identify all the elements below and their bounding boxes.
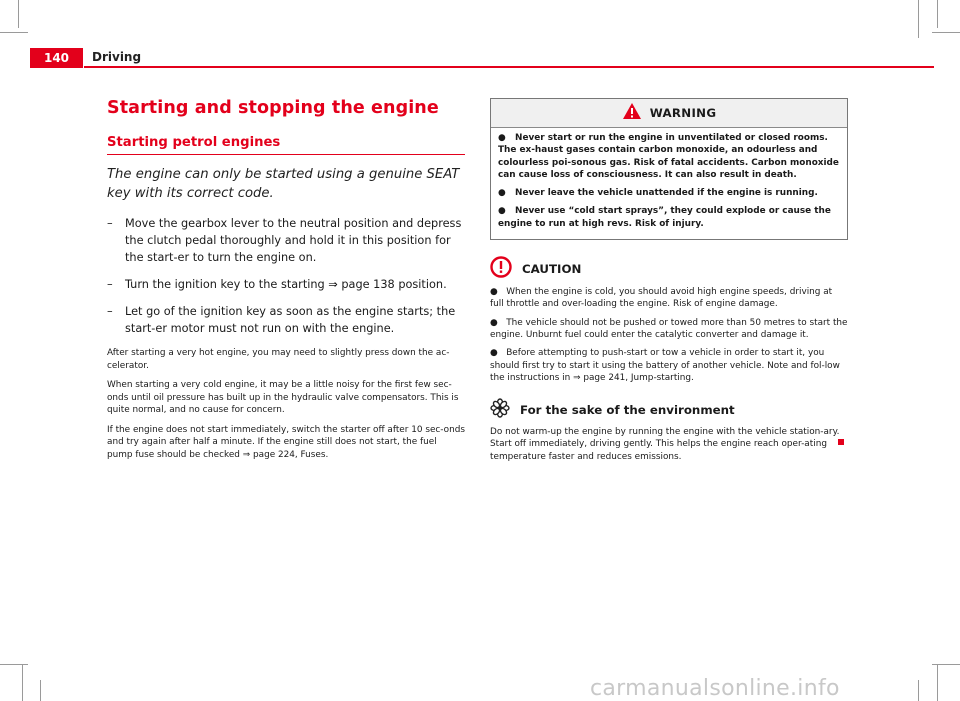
environment-text: Do not warm-up the engine by running the engine with the vehicle station-ary. Start off immediately, driving gently. This helps the engine reach oper-ating temperature faster and reduces emissions.: [490, 427, 840, 462]
header-rule: [84, 66, 934, 68]
warning-body: [491, 128, 847, 239]
crop-mark: [40, 680, 41, 701]
body-paragraph: If the engine does not start immediately, switch the starter off after 10 sec-onds and try again after half a minute. If the engine still does not start, the fuel pump fuse should be checked ⇒ page 224, Fuses.: [107, 424, 465, 460]
step-item: [107, 215, 465, 266]
sub-heading-rule: [107, 154, 465, 155]
warning-triangle-icon: [622, 102, 642, 124]
caution-item: ● Before attempting to push-start or tow a vehicle in order to start it, you should first try to start it using the battery of another vehicle. Note and fol-low the instructions in ⇒ page 241, Jump-starting.: [490, 348, 840, 383]
crop-mark: [932, 32, 960, 33]
warning-box: [490, 98, 848, 240]
warning-item: ● Never use “cold start sprays”, they could explode or cause the engine to run at high revs. Risk of injury.: [498, 206, 831, 229]
crop-mark: [937, 0, 938, 28]
step-text: Let go of the ignition key as soon as the engine starts; the start-er motor must not run on with the engine.: [125, 305, 456, 335]
section-title: Driving: [92, 50, 142, 64]
crop-mark: [918, 0, 919, 38]
caution-item-text: When the engine is cold, you should avoid high engine speeds, driving at full throttle and over-loading the engine. Risk of engine damage.: [490, 287, 833, 310]
section-end-marker: [838, 439, 844, 445]
page-number: 140: [30, 48, 83, 68]
caution-item-text: Before attempting to push-start or tow a vehicle in order to start it, you should first try to start it using the battery of another vehicle. Note and fol-low the instructions in ⇒ page 241, Jump-starting.: [490, 348, 840, 383]
crop-mark: [937, 664, 938, 701]
crop-mark: [918, 680, 919, 701]
dash-marker: –: [107, 278, 113, 291]
crop-mark: [18, 0, 19, 28]
environment-header: [490, 398, 848, 422]
crop-mark: [22, 664, 23, 701]
caution-item: ● The vehicle should not be pushed or towed more than 50 metres to start the engine. Unburnt fuel could enter the catalytic converter and damage it.: [490, 317, 848, 340]
caution-title: CAUTION: [522, 262, 582, 277]
right-column: [490, 98, 848, 469]
page-heading: Starting and stopping the engine: [107, 98, 439, 118]
step-item: [107, 276, 465, 293]
body-paragraph: When starting a very cold engine, it may be a little noisy for the first few sec-onds until oil pressure has built up in the hydraulic valve compensators. This is quite normal, and no cause for concern.: [107, 380, 459, 415]
left-column: [107, 98, 465, 468]
crop-mark: [0, 664, 28, 665]
intro-text: The engine can only be started using a genuine SEAT key with its correct code.: [107, 167, 460, 201]
warning-item-text: Never leave the vehicle unattended if the engine is running.: [515, 188, 818, 199]
warning-header: [491, 99, 847, 128]
step-item: [107, 303, 465, 337]
environment-title: For the sake of the environment: [520, 403, 735, 418]
dash-marker: –: [107, 217, 113, 230]
caution-item: ● When the engine is cold, you should avoid high engine speeds, driving at full throttle and over-loading the engine. Risk of engine damage.: [490, 287, 833, 310]
watermark: carmanualsonline.info: [590, 676, 840, 701]
sub-heading: Starting petrol engines: [107, 135, 281, 150]
caution-item-text: The vehicle should not be pushed or towed more than 50 metres to start the engine. Unburnt fuel could enter the catalytic converter and damage it.: [490, 317, 848, 340]
step-text: Turn the ignition key to the starting ⇒ page 138 position.: [125, 278, 447, 291]
warning-item: ● Never leave the vehicle unattended if the engine is running.: [498, 188, 818, 199]
environment-flower-icon: [490, 398, 510, 422]
warning-item-text: Never use “cold start sprays”, they could explode or cause the engine to run at high revs. Risk of injury.: [498, 206, 831, 229]
dash-marker: –: [107, 305, 113, 318]
warning-item: ● Never start or run the engine in unventilated or closed rooms. The ex-haust gases contain carbon monoxide, an odourless and colourless poi-sonous gas. Risk of fatal accidents. Carbon monoxide can cause loss of consciousness. It can also result in death.: [498, 133, 839, 180]
crop-mark: [0, 32, 28, 33]
warning-title: WARNING: [649, 106, 717, 120]
caution-header: [490, 256, 848, 282]
body-paragraph: After starting a very hot engine, you may need to slightly press down the ac-celerator.: [107, 348, 450, 371]
caution-circle-icon: [490, 256, 512, 282]
step-text: Move the gearbox lever to the neutral position and depress the clutch pedal thoroughly and hold it in this position for the start-er to turn the engine on.: [125, 217, 462, 264]
warning-item-text: Never start or run the engine in unventilated or closed rooms. The ex-haust gases contain carbon monoxide, an odourless and colourless poi-sonous gas. Risk of fatal accidents. Carbon monoxide can cause loss of consciousness. It can also result in death.: [498, 133, 839, 180]
